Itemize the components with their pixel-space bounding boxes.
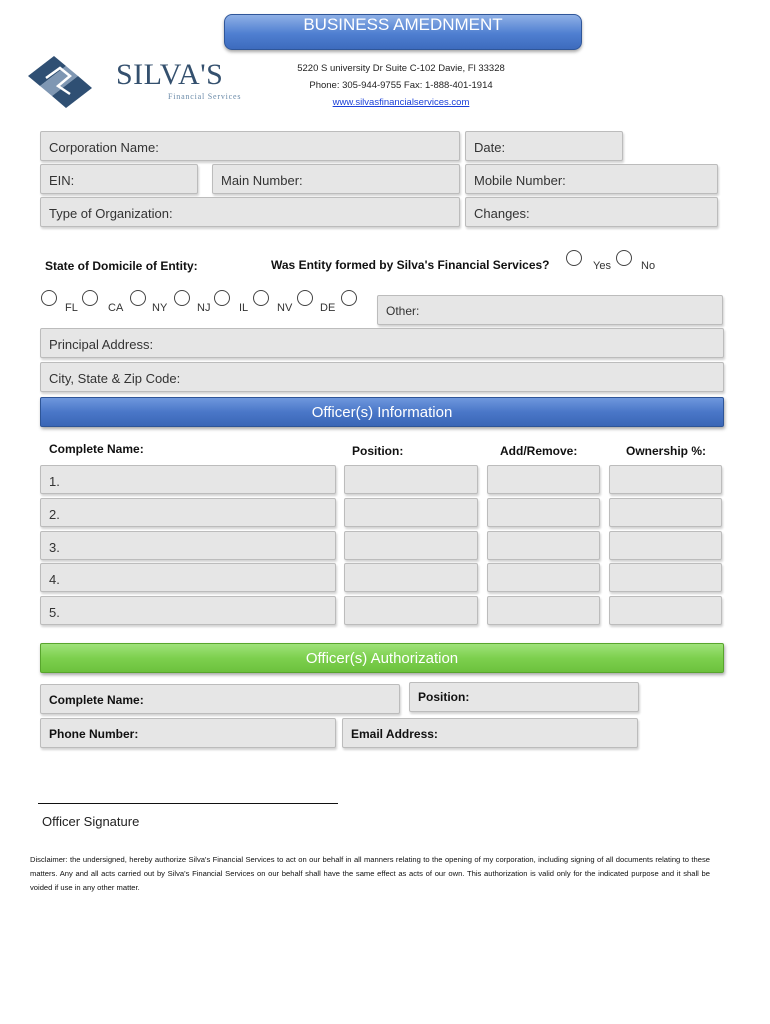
state-il-label: IL bbox=[239, 302, 249, 314]
auth-position-field[interactable] bbox=[409, 682, 639, 712]
other-state-field[interactable] bbox=[377, 295, 723, 325]
officer-ownership-cell[interactable] bbox=[609, 531, 722, 560]
officer-name-cell[interactable] bbox=[40, 531, 336, 560]
officer-name-column-header: Complete Name: bbox=[49, 442, 144, 456]
ein-label: EIN: bbox=[49, 173, 75, 188]
auth-complete-name-label: Complete Name: bbox=[49, 693, 144, 707]
state-of-domicile-label: State of Domicile of Entity: bbox=[45, 259, 198, 273]
company-address: 5220 S university Dr Suite C-102 Davie, Fl 33328 bbox=[297, 63, 505, 74]
officer-add-remove-column-header: Add/Remove: bbox=[500, 444, 578, 458]
state-ny-radio[interactable] bbox=[130, 290, 146, 306]
changes-field[interactable] bbox=[465, 197, 718, 227]
changes-label: Changes: bbox=[474, 206, 530, 221]
auth-complete-name-field[interactable] bbox=[40, 684, 400, 714]
officer-add-remove-cell[interactable] bbox=[487, 531, 600, 560]
officer-name-cell[interactable] bbox=[40, 465, 336, 494]
principal-address-label: Principal Address: bbox=[49, 337, 154, 352]
officer-row-number: 4. bbox=[49, 572, 60, 587]
officer-signature-label: Officer Signature bbox=[42, 814, 140, 829]
main-number-field[interactable] bbox=[212, 164, 460, 194]
auth-position-label: Position: bbox=[418, 690, 470, 704]
officer-row-number: 2. bbox=[49, 507, 60, 522]
officer-information-header: Officer(s) Information bbox=[40, 397, 724, 427]
officer-row-number: 1. bbox=[49, 474, 60, 489]
state-de-radio[interactable] bbox=[297, 290, 313, 306]
date-label: Date: bbox=[474, 140, 506, 155]
officer-name-cell[interactable] bbox=[40, 596, 336, 625]
state-nv-radio[interactable] bbox=[253, 290, 269, 306]
type-of-organization-field[interactable] bbox=[40, 197, 460, 227]
officer-add-remove-cell[interactable] bbox=[487, 465, 600, 494]
form-title: BUSINESS AMEDNMENT bbox=[224, 14, 582, 50]
officer-position-cell[interactable] bbox=[344, 465, 478, 494]
officer-position-cell[interactable] bbox=[344, 531, 478, 560]
state-other-radio[interactable] bbox=[341, 290, 357, 306]
city-state-zip-label: City, State & Zip Code: bbox=[49, 371, 181, 386]
officer-ownership-cell[interactable] bbox=[609, 465, 722, 494]
silvas-logo-icon bbox=[26, 54, 96, 110]
type-of-organization-label: Type of Organization: bbox=[49, 206, 173, 221]
officer-ownership-column-header: Ownership %: bbox=[626, 444, 707, 458]
state-de-label: DE bbox=[320, 302, 336, 314]
mobile-number-label: Mobile Number: bbox=[474, 173, 566, 188]
company-subtitle: Financial Services bbox=[168, 92, 242, 101]
ein-field[interactable] bbox=[40, 164, 198, 194]
officer-row-number: 5. bbox=[49, 605, 60, 620]
officer-ownership-cell[interactable] bbox=[609, 498, 722, 527]
company-name: SILVA'S bbox=[116, 58, 224, 91]
officer-add-remove-cell[interactable] bbox=[487, 563, 600, 592]
state-fl-label: FL bbox=[65, 302, 78, 314]
officer-position-cell[interactable] bbox=[344, 563, 478, 592]
formed-no-label: No bbox=[641, 260, 656, 272]
state-fl-radio[interactable] bbox=[41, 290, 57, 306]
other-state-label: Other: bbox=[386, 304, 420, 318]
state-ca-label: CA bbox=[108, 302, 124, 314]
principal-address-field[interactable] bbox=[40, 328, 724, 358]
formed-yes-radio[interactable] bbox=[566, 250, 582, 266]
date-field[interactable] bbox=[465, 131, 623, 161]
formed-by-silvas-question: Was Entity formed by Silva's Financial Services? bbox=[271, 258, 550, 272]
officer-ownership-cell[interactable] bbox=[609, 563, 722, 592]
officer-authorization-header: Officer(s) Authorization bbox=[40, 643, 724, 673]
officer-ownership-cell[interactable] bbox=[609, 596, 722, 625]
main-number-label: Main Number: bbox=[221, 173, 303, 188]
officer-row-number: 3. bbox=[49, 540, 60, 555]
formed-yes-label: Yes bbox=[593, 260, 611, 272]
state-il-radio[interactable] bbox=[214, 290, 230, 306]
auth-email-address-field[interactable] bbox=[342, 718, 638, 748]
state-nj-label: NJ bbox=[197, 302, 211, 314]
formed-no-radio[interactable] bbox=[616, 250, 632, 266]
officer-add-remove-cell[interactable] bbox=[487, 498, 600, 527]
officer-name-cell[interactable] bbox=[40, 498, 336, 527]
company-phone: Phone: 305-944-9755 Fax: 1-888-401-1914 bbox=[309, 80, 493, 91]
signature-line[interactable] bbox=[38, 803, 338, 804]
corporation-name-field[interactable] bbox=[40, 131, 460, 161]
auth-email-address-label: Email Address: bbox=[351, 727, 438, 741]
auth-phone-number-field[interactable] bbox=[40, 718, 336, 748]
state-nj-radio[interactable] bbox=[174, 290, 190, 306]
officer-add-remove-cell[interactable] bbox=[487, 596, 600, 625]
corporation-name-label: Corporation Name: bbox=[49, 140, 159, 155]
city-state-zip-field[interactable] bbox=[40, 362, 724, 392]
officer-name-cell[interactable] bbox=[40, 563, 336, 592]
disclaimer-text: Disclaimer: the undersigned, hereby authorize Silva's Financial Services to act on our behalf in all manners relating to the opening of my corporation, including signing of all documents relating to these matters. Any and all acts carried out by Silva's Financial Services on our behalf shall have the same effect as acts of our own. This authorization is valid only for the indicated purpose and it shall be voided if use in any other matter. bbox=[30, 855, 710, 892]
auth-phone-number-label: Phone Number: bbox=[49, 727, 139, 741]
mobile-number-field[interactable] bbox=[465, 164, 718, 194]
state-nv-label: NV bbox=[277, 302, 293, 314]
officer-position-cell[interactable] bbox=[344, 498, 478, 527]
officer-position-cell[interactable] bbox=[344, 596, 478, 625]
officer-position-column-header: Position: bbox=[352, 444, 404, 458]
state-ca-radio[interactable] bbox=[82, 290, 98, 306]
state-ny-label: NY bbox=[152, 302, 168, 314]
company-website-link[interactable]: www.silvasfinancialservices.com bbox=[332, 97, 470, 108]
